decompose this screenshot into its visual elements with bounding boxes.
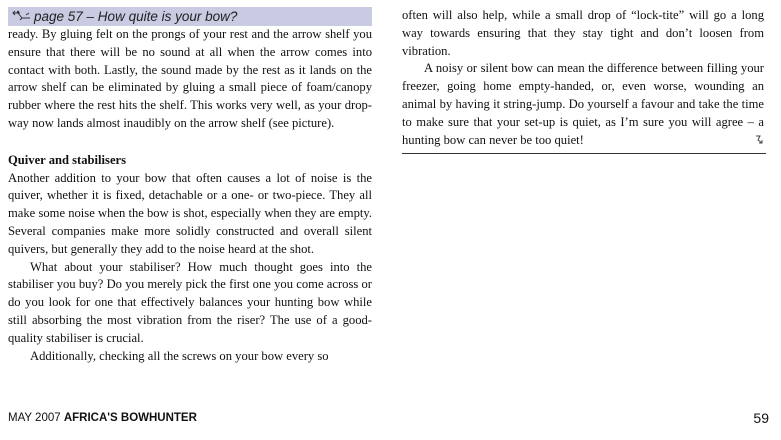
banner-text: page 57 – How quite is your bow? xyxy=(34,9,238,24)
left-column xyxy=(8,7,372,365)
paragraph-stabiliser: What about your stabiliser? How much thought goes into the stabiliser you buy? Do you merely pick the first one you come across or do you look for one that effectively balances your hunting bow while still absorbing the most vibration from the riser? The use of a good-quality stabiliser is crucial. xyxy=(8,259,372,345)
paragraph-lock-tite: often will also help, while a small drop of “lock-tite” will go a long way towards ensuring that they stay tight and don’t loosen from vibration. xyxy=(402,8,764,58)
archer-arrow-icon xyxy=(12,8,34,27)
paragraph-screws: Additionally, checking all the screws on your bow every so xyxy=(30,348,329,363)
paragraph-rest-felt: ready. By gluing felt on the prongs of your rest and the arrow shelf you ensure that there will be no sound at all when the arrow comes into contact with both. Lastly, the sound made by the rest as it lands on the arrow shelf can be eliminated by gluing a small piece of foam/canopy rubber where the rest hits the shelf. This works very well, as your drop-way now lands almost inaudibly on the arrow shelf (see picture). xyxy=(8,27,372,130)
paragraph-quiver: Another addition to your bow that often causes a lot of noise is the quiver, whether it is fixed, detachable or a one- or two-piece. They all make some noise when the bow is shot, especially when they are empty. Several companies make more solidly constructed and overall silent quivers, but generally they add to the noise heard at the shot. xyxy=(8,170,372,256)
footer-magazine: AFRICA'S BOWHUNTER xyxy=(63,412,197,424)
page-reference-banner xyxy=(8,7,372,26)
right-column xyxy=(402,7,764,151)
footer-date: MAY 2007 xyxy=(8,412,61,424)
end-mark-icon xyxy=(732,134,764,152)
page-number: 59 xyxy=(753,410,769,426)
footer-publication xyxy=(8,412,197,424)
section-heading: Quiver and stabilisers xyxy=(8,152,127,167)
conclusion-text: A noisy or silent bow can mean the difference between filling your freezer, going home empty-handed, or, even worse, wounding an animal by having it string-jump. Do yourself a favour and take the time to make sure that your set-up is quiet, as I’m sure you will agree – a hunting bow can never be too quiet! xyxy=(402,61,764,147)
article-end-rule xyxy=(402,153,766,154)
paragraph-conclusion xyxy=(402,60,764,149)
